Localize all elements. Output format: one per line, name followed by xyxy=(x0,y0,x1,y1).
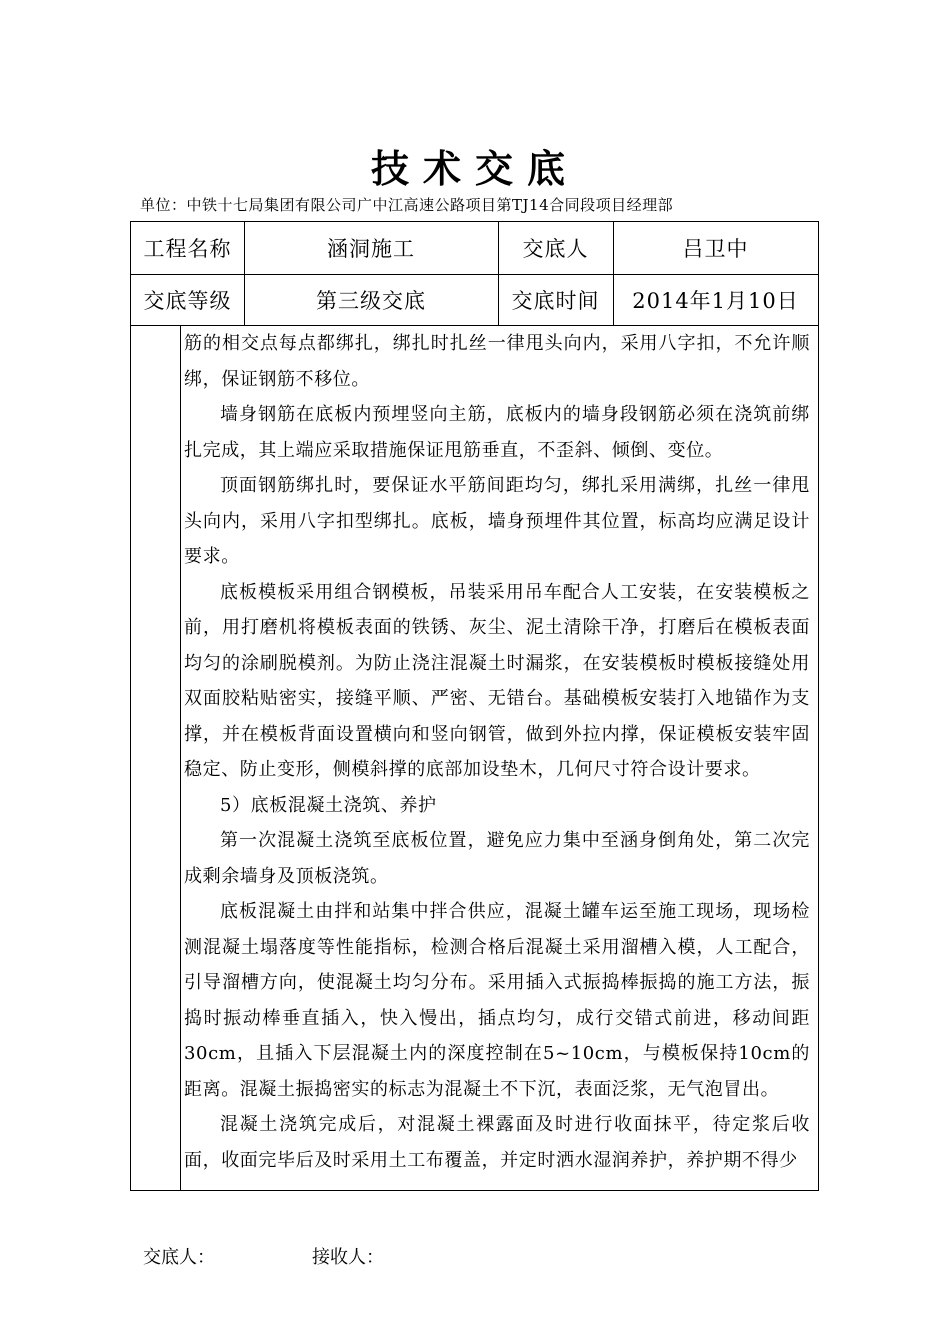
presenter-signature-label: 交底人： xyxy=(143,1247,215,1268)
content-paragraph: 墙身钢筋在底板内预埋竖向主筋，底板内的墙身段钢筋必须在浇筑前绑扎完成，其上端应采取措施保证甩筋垂直，不歪斜、倾倒、变位。 xyxy=(184,404,810,461)
level-value: 第三级交底 xyxy=(316,288,426,313)
presenter-value: 吕卫中 xyxy=(682,237,749,261)
content-paragraph: 底板模板采用组合钢模板，吊装采用吊车配合人工安装，在安装模板之前，用打磨机将模板表面的铁锈、灰尘、泥土清除干净，打磨后在模板表面均匀的涂刷脱模剂。为防止浇注混凝土时漏浆，在安装模板时模板接缝处用双面胶粘贴密实，接缝平顺、严密、无错台。基础模板安装打入地锚作为支撑，并在模板背面设置横向和竖向钢管，做到外拉内撑，保证模板安装牢固稳定、防止变形，侧模斜撑的底部加设垫木，几何尺寸符合设计要求。 xyxy=(184,581,810,780)
date-value: 2014年1月10日 xyxy=(632,288,799,313)
receiver-signature-label: 接收人： xyxy=(312,1247,384,1268)
disclosure-content xyxy=(184,326,810,1178)
date-label: 交底时间 xyxy=(511,288,600,313)
section-heading: 5）底板混凝土浇筑、养护 xyxy=(220,794,437,816)
presenter-label: 交底人 xyxy=(522,237,589,261)
project-name-value: 涵洞施工 xyxy=(327,237,415,261)
content-left-margin-line xyxy=(180,325,181,1190)
disclosure-table xyxy=(130,221,819,1191)
content-paragraph: 底板混凝土由拌和站集中拌合供应，混凝土罐车运至施工现场，现场检测混凝土塌落度等性能指标，检测合格后混凝土采用溜槽入模，人工配合，引导溜槽方向，使混凝土均匀分布。采用插入式振捣棒振捣的施工方法，振捣时振动棒垂直插入，快入慢出，插点均匀，成行交错式前进，移动间距30cm，且插入下层混凝土内的深度控制在5~10cm，与模板保持10cm的距离。混凝土振捣密实的标志为混凝土不下沉，表面泛浆，无气泡冒出。 xyxy=(184,901,810,1100)
level-label: 交底等级 xyxy=(143,288,232,313)
content-paragraph: 筋的相交点每点都绑扎，绑扎时扎丝一律甩头向内，采用八字扣，不允许顺绑，保证钢筋不移位。 xyxy=(184,333,810,390)
content-paragraph: 第一次混凝土浇筑至底板位置，避免应力集中至涵身倒角处，第二次完成剩余墙身及顶板浇筑。 xyxy=(184,830,810,887)
page-title: 技术交底 xyxy=(370,146,579,191)
content-paragraph: 混凝土浇筑完成后，对混凝土裸露面及时进行收面抹平，待定浆后收面，收面完毕后及时采用土工布覆盖，并定时洒水湿润养护，养护期不得少 xyxy=(184,1114,810,1171)
project-name-label: 工程名称 xyxy=(143,237,232,261)
content-paragraph: 顶面钢筋绑扎时，要保证水平筋间距均匀，绑扎采用满绑，扎丝一律甩头向内，采用八字扣型绑扎。底板，墙身预埋件其位置，标高均应满足设计要求。 xyxy=(184,475,810,567)
unit-line: 单位：中铁十七局集团有限公司广中江高速公路项目第TJ14合同段项目经理部 xyxy=(140,196,674,214)
